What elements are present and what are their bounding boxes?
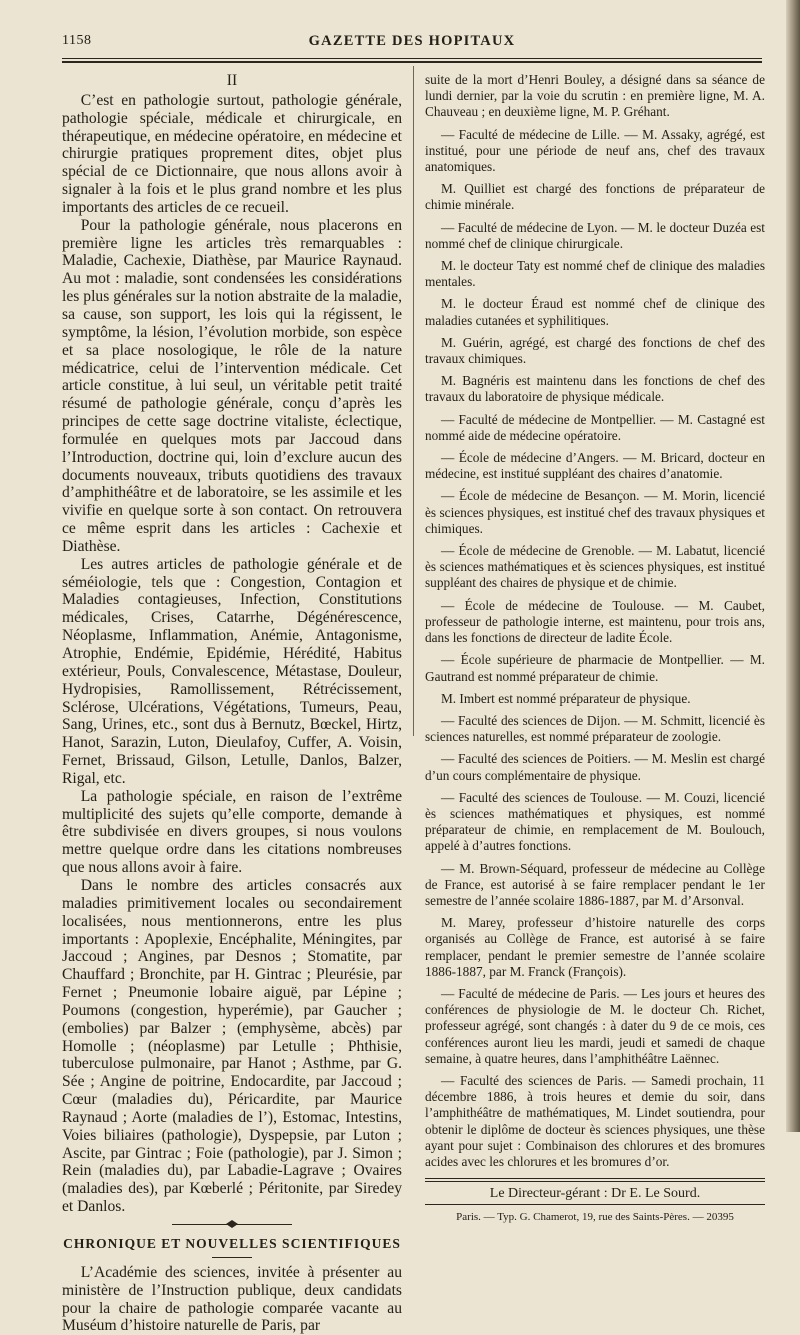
news-item: — École de médecine d’Angers. — M. Bricard, docteur en médecine, est institué suppléant des chaires d’anatomie.	[425, 450, 765, 482]
news-item: — Faculté des sciences de Poitiers. — M. Meslin est chargé d’un cours complémentaire de physique.	[425, 751, 765, 783]
header-rule	[62, 58, 762, 59]
section-numeral: II	[226, 72, 238, 89]
news-item: — École de médecine de Toulouse. — M. Caubet, professeur de pathologie interne, est maintenu, pour trois ans, dans les fonctions de directeur de ladite École.	[425, 597, 765, 646]
director-signature-line: Le Directeur-gérant : Dr E. Le Sourd.	[489, 1186, 701, 1202]
news-item: M. Imbert est nommé préparateur de physique.	[440, 690, 691, 706]
header-rule-thick	[62, 61, 762, 63]
paragraph: Les autres articles de pathologie générale et de séméiologie, tels que : Congestion, Contagion et Maladies contagieuses, Infection, Constitutions médicales, Crises, Catarrhe, Dégénérescence, Néoplasme, Inflammation, Anémie, Antagonisme, Atrophie, Endémie, Epidémie, Hérédité, Habitus extérieur, Pouls, Convalescence, Métastase, Douleur, Hydropisies, Ramollissement, Rétrécissement, Sclérose, Ulcérations, Végétations, Tumeurs, Peau, Sang, Urines, etc., sont dus à Bernutz, Bœckel, Hirtz, Hanot, Sarazin, Luton, Dieulafoy, Cuffer, A. Voisin, Fernet, Brissaud, Gilson, Letulle, Danlos, Balzer, Rigal, etc.	[62, 555, 402, 787]
news-item: — Faculté de médecine de Montpellier. — M. Castagné est nommé aide de médecine opératoire.	[425, 411, 765, 443]
footer-rule	[425, 1178, 765, 1182]
heading-rule	[212, 1257, 252, 1258]
paragraph: Dans le nombre des articles consacrés aux maladies primitivement locales ou secondairement localisées, nous mentionnerons, entre les plus importants : Apoplexie, Encéphalite, Méningites, par Jaccoud ; Angines, par Desnos ; Stomatite, par Chauffard ; Bronchite, par H. Gintrac ; Pleurésie, par Fernet ; Pneumonie lobaire aiguë, par Lépine ; Poumons (congestion, hyperémie), par Gaucher ; (embolies) par Balzer ; (emphysème, abcès) par Homolle ; (néoplasme) par Letulle ; Phthisie, tuberculose pulmonaire, par Hanot ; Asthme, par G. Sée ; Angine de poitrine, Endocardite, par Jaccoud ; Cœur (maladies du), Péricardite, par Maurice Raynaud ; Aorte (maladies de l’), Estomac, Intestins, Voies biliaires (pathologie), Dyspepsie, par Luton ; Ascite, par Gintrac ; Foie (pathologie), par J. Simon ; Rein (maladies du), par Labadie-Lagrave ; Ovaires (maladies des), par Kœberlé ; Péritonite, par Siredey et Danlos.	[62, 876, 402, 1216]
paragraph: Pour la pathologie générale, nous placerons en première ligne les articles très remarquables : Maladie, Cachexie, Diathèse, par Maurice Raynaud. Au mot : maladie, sont condensées les considérations les plus générales sur la notion abstraite de la maladie, sa cause, son support, les lois qui la régissent, le symptôme, la lésion, l’évolution morbide, son espèce et sa place nosologique, le rôle de la nature médicatrice, celui de l’intervention médicale. Cet article constitue, à lui seul, un véritable petit traité résumé de pathologie générale, conçu d’après les principes de cette sage doctrine vitaliste, éclectique, formulée en quelques mots par Jaccoud dans l’Introduction, doctrine qui, loin d’exclure aucun des documents nouveaux, tributs quotidiens des travaux d’amphithéâtre et de laboratoire, se les assimile et les vivifie en quelque sorte à son contact. On retrouvera ce même esprit dans les articles : Cachexie et Diathèse.	[62, 216, 402, 555]
page-binding-edge	[786, 0, 800, 1132]
paragraph: L’Académie des sciences, invitée à présenter au ministère de l’Instruction publique, deux candidats pour la chaire de pathologie comparée vacante au Muséum d’histoire naturelle de Paris, par	[62, 1263, 402, 1335]
news-item: M. le docteur Éraud est nommé chef de clinique des maladies cutanées et syphilitiques.	[425, 296, 765, 328]
news-item: — Faculté de médecine de Paris. — Les jours et heures des conférences de physiologie de M. le docteur Ch. Richet, professeur agrégé, sont changés : à dater du 9 de ce mois, ces conférences auront lieu les mardi, jeudi et samedi de chaque semaine, à quatre heures, dans l’amphithéâtre Laënnec.	[425, 985, 765, 1066]
chronique-heading: CHRONIQUE ET NOUVELLES SCIENTIFIQUES	[63, 1236, 401, 1251]
paragraph: La pathologie spéciale, en raison de l’extrême multiplicité des sujets qu’elle comporte, demande à être subdivisée en divers groupes, si nous voulons mettre quelque ordre dans les citations nombreuses que nous allons avoir à faire.	[62, 787, 402, 877]
right-column	[425, 72, 765, 1226]
news-item: — Faculté des sciences de Toulouse. — M. Couzi, licencié ès sciences mathématiques et physiques, est nommé préparateur de chimie, en remplacement de M. Boulouch, appelé à d’autres fonctions.	[425, 789, 765, 854]
news-item: — Faculté des sciences de Paris. — Samedi prochain, 11 décembre 1886, à trois heures et demie du soir, dans l’amphithéâtre de mathématiques, M. Lindet soutiendra, pour obtenir le diplôme de docteur ès sciences physiques, une thèse ayant pour sujet : Combinaison des chlorures et des bromures acides avec les chlorures et les bromures d’or.	[425, 1072, 765, 1169]
news-item: — Faculté des sciences de Dijon. — M. Schmitt, licencié ès sciences naturelles, est nommé préparateur de zoologie.	[425, 712, 765, 745]
news-item: — École de médecine de Grenoble. — M. Labatut, licencié ès sciences mathématiques et ès sciences physiques, est institué suppléant des chaires de physique et de chimie.	[425, 543, 765, 591]
page-number: 1158	[62, 33, 92, 48]
paragraph: C’est en pathologie surtout, pathologie générale, pathologie spéciale, médicale et chirurgicale, en thérapeutique, en médecine opératoire, en médecine et chirurgie pratiques proprement dites, objet plus spécial de ce Dictionnaire, que nous allons avoir à signaler à la fois et le plus grand nombre et les plus importants des articles de ce recueil.	[62, 91, 402, 216]
column-divider	[413, 66, 414, 736]
page-header	[62, 33, 762, 55]
news-item: M. Bagnéris est maintenu dans les fonctions de chef des travaux du laboratoire de physique médicale.	[425, 373, 765, 405]
separator-ornament	[226, 1220, 238, 1228]
news-item: — Faculté de médecine de Lille. — M. Assaky, agrégé, est institué, pour une période de neuf ans, chef des travaux anatomiques.	[425, 126, 765, 175]
news-item: — Faculté de médecine de Lyon. — M. le docteur Duzéa est nommé chef de clinique chirurgicale.	[425, 219, 765, 251]
journal-title: GAZETTE DES HOPITAUX	[308, 33, 516, 49]
printer-imprint: Paris. — Typ. G. Chamerot, 19, rue des Saints-Pères. — 20395	[456, 1211, 734, 1224]
news-item: M. le docteur Taty est nommé chef de clinique des maladies mentales.	[425, 258, 765, 290]
news-item: — École de médecine de Besançon. — M. Morin, licencié ès sciences physiques, est institué chef des travaux physiques et chimiques.	[425, 488, 765, 536]
news-item: M. Quilliet est chargé des fonctions de préparateur de chimie minérale.	[425, 181, 765, 213]
news-item: — École supérieure de pharmacie de Montpellier. — M. Gautrand est nommé préparateur de chimie.	[425, 652, 765, 684]
footer-rule-thin	[425, 1204, 765, 1205]
news-item: M. Guérin, agrégé, est chargé des fonctions de chef des travaux chimiques.	[425, 334, 765, 367]
news-item: M. Marey, professeur d’histoire naturelle des corps organisés au Collège de France, est autorisé à se faire remplacer, pendant le premier semestre de l’année scolaire 1886-1887, par M. Franck (François).	[425, 915, 765, 979]
section-separator	[172, 1220, 292, 1229]
left-column	[62, 72, 402, 1335]
news-item: suite de la mort d’Henri Bouley, a désigné dans sa séance de lundi dernier, par la voie du scrutin : en première ligne, M. A. Chauveau ; en deuxième ligne, M. P. Gréhant.	[425, 72, 765, 120]
news-item: — M. Brown-Séquard, professeur de médecine au Collège de France, est autorisé à se faire remplacer pendant le 1er semestre de l’année scolaire 1886-1887, par M. d’Arsonval.	[425, 860, 765, 908]
